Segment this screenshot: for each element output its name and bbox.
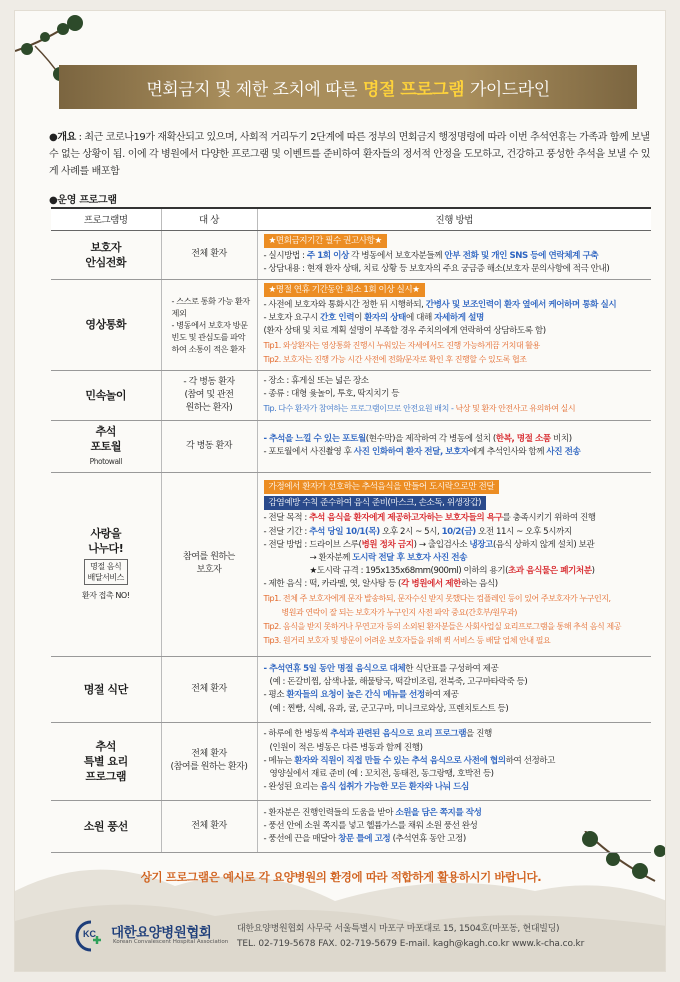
- overview-bullet: ●: [49, 132, 58, 143]
- table-row: [51, 420, 651, 472]
- program-method: ★명절 연휴 기간동안 최소 1회 이상 실시★ - 사전에 보호자와 통화시간 정한 뒤 시행하되, 간병사 및 보조인력이 환자 옆에서 케어하며 통화 실시 - 보호자 요구시 간호 인력이 환자의 상태에 대해 자세하게 설명 (환자 상태 및 치료 계획 설명이 부족할 경우 주치의에게 연락하여 상담하도록 함) Tip1. 와상환자는 영상통화 진행시 누워있는 자세에서도 진행 가능하게끔 거치대 활용 Tip2. 보호자는 진행 가능 시간 사전에 전화/문자로 확인 후 진행할 수 있도록 협조: [257, 279, 651, 370]
- overview-paragraph: [49, 129, 653, 180]
- association-logo-icon: [71, 919, 111, 953]
- program-method: - 하루에 한 병동씩 추석과 관련된 음식으로 요리 프로그램을 진행 (인원이 적은 병동은 다른 병동과 함께 진행) - 메뉴는 환자와 직원이 직접 만들 수 있는 추석 음식으로 사전에 협의하여 선정하고 영양실에서 재료 준비 (예 : 꼬치전, 동태전, 동그랑땡, 호박전 등) - 완성된 요리는 음식 섭취가 가능한 모든 환자와 나눠 드심: [257, 722, 651, 800]
- required-tag: ★명절 연휴 기간동안 최소 1회 이상 실시★: [264, 283, 425, 297]
- page-title-pre: 면회금지 및 제한 조치에 따른: [146, 79, 358, 100]
- program-target: 전체 환자 (참여를 원하는 환자): [161, 722, 257, 800]
- program-target: 각 병동 환자: [161, 420, 257, 472]
- table-row: [51, 370, 651, 420]
- table-row: [51, 279, 651, 370]
- program-method: - 환자분은 진행인력들의 도움을 받아 소원을 담은 쪽지를 작성 - 풍선 안에 소원 쪽지를 넣고 헬륨가스를 채워 소원 풍선 완성 - 풍선에 끈을 매달아 창문 틀에 고정 (추석연휴 동안 고정): [257, 800, 651, 852]
- association-address: 대한요양병원협회 사무국 서울특별시 마포구 마포대로 15, 1504호(마포동, 현대빌딩): [237, 924, 560, 934]
- program-name: 추석 특별 요리 프로그램: [51, 722, 161, 800]
- program-name: 명절 식단: [51, 656, 161, 722]
- program-target: - 각 병동 환자 (참여 및 관전 원하는 환자): [161, 370, 257, 420]
- program-target: 전체 환자: [161, 656, 257, 722]
- program-method: ★면회금지기간 필수 권고사항★ - 실시방법 : 주 1회 이상 각 병동에서 보호자분들께 안부 전화 및 개인 SNS 등에 연락체계 구축 - 상담내용 : 현재 환자 상태, 치료 상황 등 보호자의 주요 궁금증 해소(보호자 문의사항에 적극 안내): [257, 230, 651, 279]
- section-heading: ●운영 프로그램: [49, 195, 117, 206]
- program-target: 전체 환자: [161, 800, 257, 852]
- table-row: [51, 472, 651, 656]
- program-method: - 장소 : 휴게실 또는 넓은 장소 - 종류 : 대형 윷놀이, 투호, 딱지치기 등 Tip. 다수 환자가 참여하는 프로그램이므로 안전요원 배치 - 낙상 및 환자 안전사고 유의하여 실시: [257, 370, 651, 420]
- program-name: 추석 포토월 Photowall: [51, 420, 161, 472]
- overview-label: 개요: [57, 132, 76, 143]
- guideline-page: [14, 10, 666, 972]
- header-target: 대 상: [161, 208, 257, 230]
- table-row: [51, 722, 651, 800]
- notice-tag: 가정에서 환자가 선호하는 추석음식을 만들어 도시락으로만 전달: [264, 480, 500, 494]
- closing-note: 상기 프로그램은 예시로 각 요양병원의 환경에 따라 적합하게 활용하시기 바랍니다.: [140, 870, 542, 884]
- page-title-highlight: 명절 프로그램: [363, 79, 464, 100]
- program-name: 사랑을 나누다! 명절 음식 배달서비스 환자 접촉 NO!: [51, 472, 161, 656]
- table-row: [51, 800, 651, 852]
- program-target: 전체 환자: [161, 230, 257, 279]
- table-row: [51, 656, 651, 722]
- program-target: - 스스로 통화 가능 환자 제외 - 병동에서 보호자 방문 빈도 및 관심도를 파악 하여 소통이 적은 환자: [161, 279, 257, 370]
- association-name: 대한요양병원협회: [111, 925, 212, 941]
- program-name: 민속놀이: [51, 370, 161, 420]
- page-title-banner: [59, 65, 637, 109]
- header-program: 프로그램명: [51, 208, 161, 230]
- program-table: [51, 207, 651, 853]
- program-name: 영상통화: [51, 279, 161, 370]
- footer: [15, 901, 666, 972]
- page-title-post: 가이드라인: [470, 79, 550, 100]
- required-tag: ★면회금지기간 필수 권고사항★: [264, 234, 387, 248]
- association-name-en: Korean Convalescent Hospital Association: [113, 939, 229, 945]
- program-target: 참여를 원하는 보호자: [161, 472, 257, 656]
- svg-text:KC: KC: [83, 929, 96, 939]
- meal-delivery-box: 명절 음식 배달서비스: [84, 559, 128, 585]
- table-row: [51, 230, 651, 279]
- program-method: 가정에서 환자가 선호하는 추석음식을 만들어 도시락으로만 전달 감염예방 수칙 준수하여 음식 준비(마스크, 손소독, 위생장갑) - 전달 목적 : 추석 음식을 환자에게 제공하고자하는 보호자들의 욕구를 충족시키기 위하여 진행 - 전달 기간 : 추석 당일 10/1(목) 오후 2시 ~ 5시, 10/2(금) 오전 11시 ~ 오후 5시까지 - 전달 방법 : 드라이브 스루(병원 정차 금지) → 출입검사소 냉장고(음식 상하지 않게 설치) 보관 → 환자분께 도시락 전달 후 보호자 사진 전송 ★도시락 규격 : 195x135x68mm(900ml) 이하의 용기(초과 음식물은 폐기처분) - 제한 음식 : 떡, 카라멜, 엿, 알사탕 등 (각 병원에서 제한하는 음식) Tip1. 전체 주 보호자에게 문자 발송하되, 문자수신 받지 못했다는 컴플레인 등이 있어 주보호자가 누구인지, 병원과 연락이 잘 되는 보호자가 누구인지 사전 파악 중요(간호부/원무과) Tip2. 음식을 받지 못하거나 무연고자 등의 소외된 환자분들은 사회사업실 요리프로그램을 통해 추석 음식 제공 Tip3. 원거리 보호자 및 방문이 어려운 보호자들을 위해 퀵 서비스 등 배달 업체 안내 필요: [257, 472, 651, 656]
- header-method: 진행 방법: [257, 208, 651, 230]
- notice-tag: 감염예방 수칙 준수하여 음식 준비(마스크, 손소독, 위생장갑): [264, 496, 487, 510]
- association-contact: TEL. 02-719-5678 FAX. 02-719-5679 E-mail. kagh@kagh.co.kr www.k-cha.co.kr: [237, 939, 585, 949]
- program-method: - 추석을 느낄 수 있는 포토월(현수막)을 제작하여 각 병동에 설치 (한복, 명절 소품 비치) - 포토월에서 사진촬영 후 사진 인화하여 환자 전달, 보호자에게 추석인사와 함께 사진 전송: [257, 420, 651, 472]
- overview-text: : 최근 코로나19가 재확산되고 있으며, 사회적 거리두기 2단계에 따른 정부의 면회금지 행정명령에 따라 이번 추석연휴는 가족과 함께 보낼 수 없는 상황이 됨. 이에 각 병원에서 다양한 프로그램 및 이벤트를 준비하여 환자들의 정서적 안정을 도모하고, 건강하고 풍성한 추석을 보낼 수 있게 사례를 배포함: [49, 132, 650, 177]
- program-name: 소원 풍선: [51, 800, 161, 852]
- program-method: - 추석연휴 5일 동안 명절 음식으로 대체한 식단표를 구성하여 제공 (예 : 돈갈비찜, 삼색나물, 해물탕국, 떡갈비조림, 전북죽, 고구마타락죽 등) - 평소 환자들의 요청이 높은 간식 메뉴를 선정하여 제공 (예 : 찐빵, 식혜, 유과, 귤, 군고구마, 미니크로와상, 프렌치토스트 등): [257, 656, 651, 722]
- table-header-row: [51, 208, 651, 230]
- program-name: 보호자 안심전화: [51, 230, 161, 279]
